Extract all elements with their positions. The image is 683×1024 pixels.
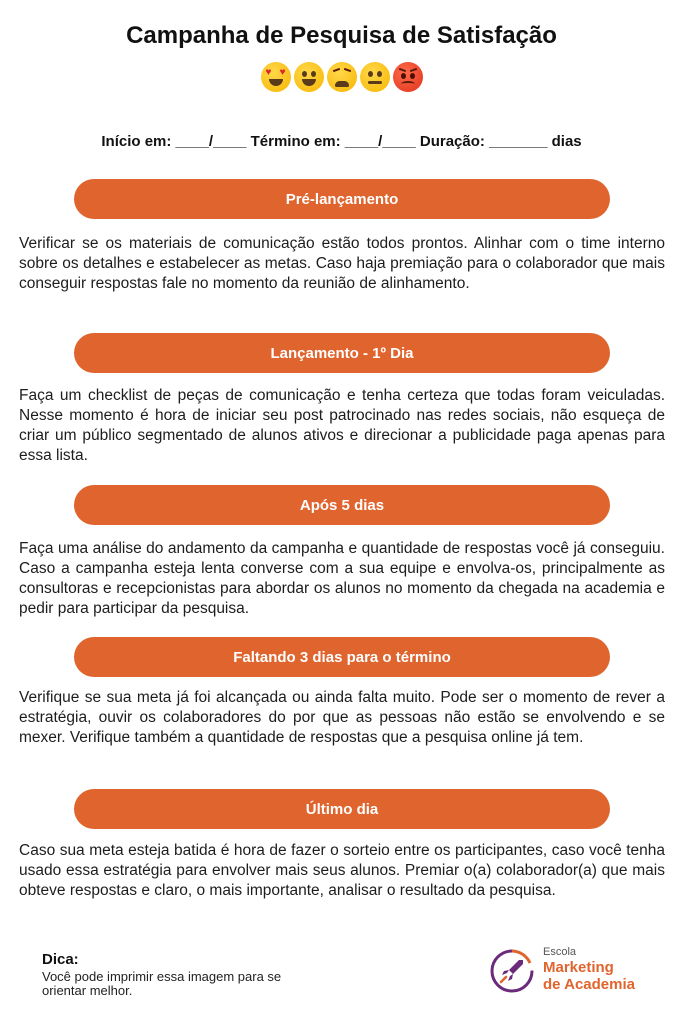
rocket-icon	[489, 948, 535, 994]
section-heading-pre-lancamento: Pré-lançamento	[74, 179, 610, 219]
date-fields: Início em: ____/____ Término em: ____/____ Duração: _______ dias	[101, 133, 582, 150]
section-heading-ultimo-dia: Último dia	[74, 789, 610, 829]
emoji-row	[0, 62, 683, 92]
school-logo	[489, 946, 659, 1002]
weary-icon	[327, 62, 357, 92]
grinning-icon	[294, 62, 324, 92]
section-text-apos-5-dias: Faça uma análise do andamento da campanha e quantidade de respostas você já conseguiu. Caso a campanha esteja lenta converse com a sua equipe e envolva-os, principalmente as consultoras e recepcionistas para abordar os alunos no momento da chegada na academia e pedir para participar da pesquisa.	[19, 540, 665, 617]
tip-title: Dica:	[42, 951, 79, 968]
logo-line-2: de Academia	[543, 976, 635, 993]
section-text-ultimo-dia: Caso sua meta esteja batida é hora de fazer o sorteio entre os participantes, caso você tenha usado essa estratégia para envolver mais seus alunos. Premiar o(a) colaborador(a) que mais obteve respostas e claro, o mais importante, analisar o resultado da pesquisa.	[19, 842, 665, 899]
section-text-faltando-3-dias: Verifique se sua meta já foi alcançada ou ainda falta muito. Pode ser o momento de rever a estratégia, ouvir os colaboradores do por que as pessoas não estão se envolvendo e se mexer. Verifique também a quantidade de respostas que a pesquisa online já tem.	[19, 689, 665, 746]
tip-text: Você pode imprimir essa imagem para se orientar melhor.	[42, 969, 282, 998]
logo-line-1: Marketing	[543, 959, 614, 976]
section-heading-lancamento: Lançamento - 1º Dia	[74, 333, 610, 373]
section-heading-apos-5-dias: Após 5 dias	[74, 485, 610, 525]
section-text-pre-lancamento: Verificar se os materiais de comunicação estão todos prontos. Alinhar com o time interno sobre os detalhes e estabelecer as metas. Caso haja premiação para o colaborador que mais conseguir respostas fale no momento da reunião de alinhamento.	[19, 235, 665, 292]
section-heading-faltando-3-dias: Faltando 3 dias para o término	[74, 637, 610, 677]
section-text-lancamento: Faça um checklist de peças de comunicação e tenha certeza que todas foram veiculadas. Nesse momento é hora de iniciar seu post patrocinado nas redes sociais, não esqueça de criar um público segmentado de alunos ativos e direcionar a publicidade paga apenas para essa lista.	[19, 387, 665, 464]
neutral-icon	[360, 62, 390, 92]
heart-eyes-icon: ♥ ♥	[261, 62, 291, 92]
page-title: Campanha de Pesquisa de Satisfação	[126, 22, 557, 49]
logo-small-text: Escola	[543, 946, 577, 958]
angry-icon	[393, 62, 423, 92]
